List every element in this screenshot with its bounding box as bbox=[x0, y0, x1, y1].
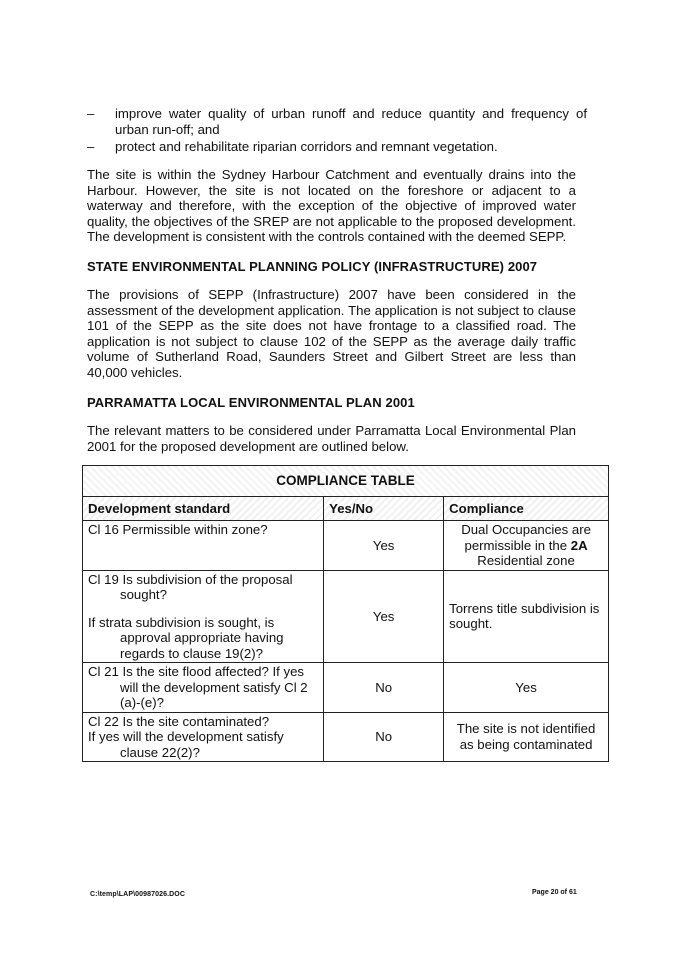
sepp-heading: STATE ENVIRONMENTAL PLANNING POLICY (INFRASTRUCTURE) 2007 bbox=[87, 259, 538, 274]
zone-code: 2A bbox=[570, 537, 588, 553]
header-yes-no: Yes/No bbox=[324, 497, 444, 521]
yesno-cell: Yes bbox=[324, 570, 444, 663]
standard-text: Cl 19 Is subdivision of the proposal bbox=[88, 571, 293, 587]
standard-text-b: If yes will the development satisfy bbox=[88, 729, 284, 744]
footer-page-number: Page 20 of 61 bbox=[532, 889, 577, 896]
compliance-cell bbox=[444, 521, 609, 571]
standard-text-b-cont: clause 22(2)? bbox=[120, 744, 200, 760]
bullet-dash: – bbox=[87, 139, 95, 154]
compliance-cell: Torrens title subdivision is sought. bbox=[444, 570, 609, 663]
standard-cell bbox=[83, 712, 324, 762]
bullet-item bbox=[87, 139, 587, 155]
header-compliance: Compliance bbox=[444, 497, 609, 521]
compliance-table bbox=[82, 465, 609, 762]
standard-text: Cl 21 Is the site flood affected? If yes bbox=[88, 664, 305, 679]
yesno-cell: No bbox=[324, 712, 444, 762]
yesno-cell: No bbox=[324, 663, 444, 713]
sepp-paragraph: The provisions of SEPP (Infrastructure) 2007 have been considered in the assessment of the development application. The application is not subject to clause 101 of the SEPP as the site does not have frontage to a classified road. The application is not subject to clause 102 of the SEPP as the average daily traffic volume of Sutherland Road, Saunders Street and Gilbert Street are less than 40,000 vehicles. bbox=[87, 287, 576, 380]
table-row bbox=[83, 712, 609, 762]
standard-cell bbox=[83, 570, 324, 663]
table-row bbox=[83, 570, 609, 663]
standard-text-b: If strata subdivision is sought, is bbox=[88, 614, 275, 630]
bullet-list bbox=[87, 106, 587, 157]
bullet-text: improve water quality of urban runoff and reduce quantity and frequency of urban run-off; and bbox=[115, 106, 587, 137]
table-title-row bbox=[83, 466, 609, 497]
yesno-cell: Yes bbox=[324, 521, 444, 571]
footer-file-path: C:\temp\LAP\00987026.DOC bbox=[90, 891, 185, 898]
compliance-text-2: Residential zone bbox=[477, 553, 575, 568]
harbour-paragraph: The site is within the Sydney Harbour Catchment and eventually drains into the Harbour. However, the site is not located on the foreshore or adjacent to a waterway and therefore, with the exception of the objective of improved water quality, the objectives of the SREP are not applicable to the proposed development. The development is consistent with the controls contained with the deemed SEPP. bbox=[87, 167, 576, 245]
bullet-dash: – bbox=[87, 106, 95, 121]
standard-cell bbox=[83, 521, 324, 571]
table-title: COMPLIANCE TABLE bbox=[83, 466, 609, 497]
lep-heading: PARRAMATTA LOCAL ENVIRONMENTAL PLAN 2001 bbox=[87, 395, 415, 410]
standard-text-cont: sought? bbox=[120, 587, 167, 602]
standard-text: Cl 22 Is the site contaminated? bbox=[88, 713, 270, 729]
standard-text-b-cont: approval appropriate having regards to clause 19(2)? bbox=[120, 630, 284, 661]
compliance-cell: Yes bbox=[444, 663, 609, 713]
standard-text: Cl 16 Permissible within zone? bbox=[88, 522, 268, 537]
standard-cell bbox=[83, 663, 324, 713]
table-row bbox=[83, 663, 609, 713]
bullet-item bbox=[87, 106, 587, 137]
lep-paragraph: The relevant matters to be considered under Parramatta Local Environmental Plan 2001 for the proposed development are outlined below. bbox=[87, 423, 576, 454]
compliance-cell: The site is not identified as being contaminated bbox=[444, 712, 609, 762]
table-header-row bbox=[83, 497, 609, 521]
standard-text-cont: will the development satisfy Cl 2 (a)-(e)? bbox=[120, 679, 308, 710]
bullet-text: protect and rehabilitate riparian corridors and remnant vegetation. bbox=[115, 139, 498, 154]
compliance-text: Dual Occupancies are permissible in the bbox=[461, 522, 591, 553]
table-row bbox=[83, 521, 609, 571]
header-development-standard: Development standard bbox=[83, 497, 324, 521]
